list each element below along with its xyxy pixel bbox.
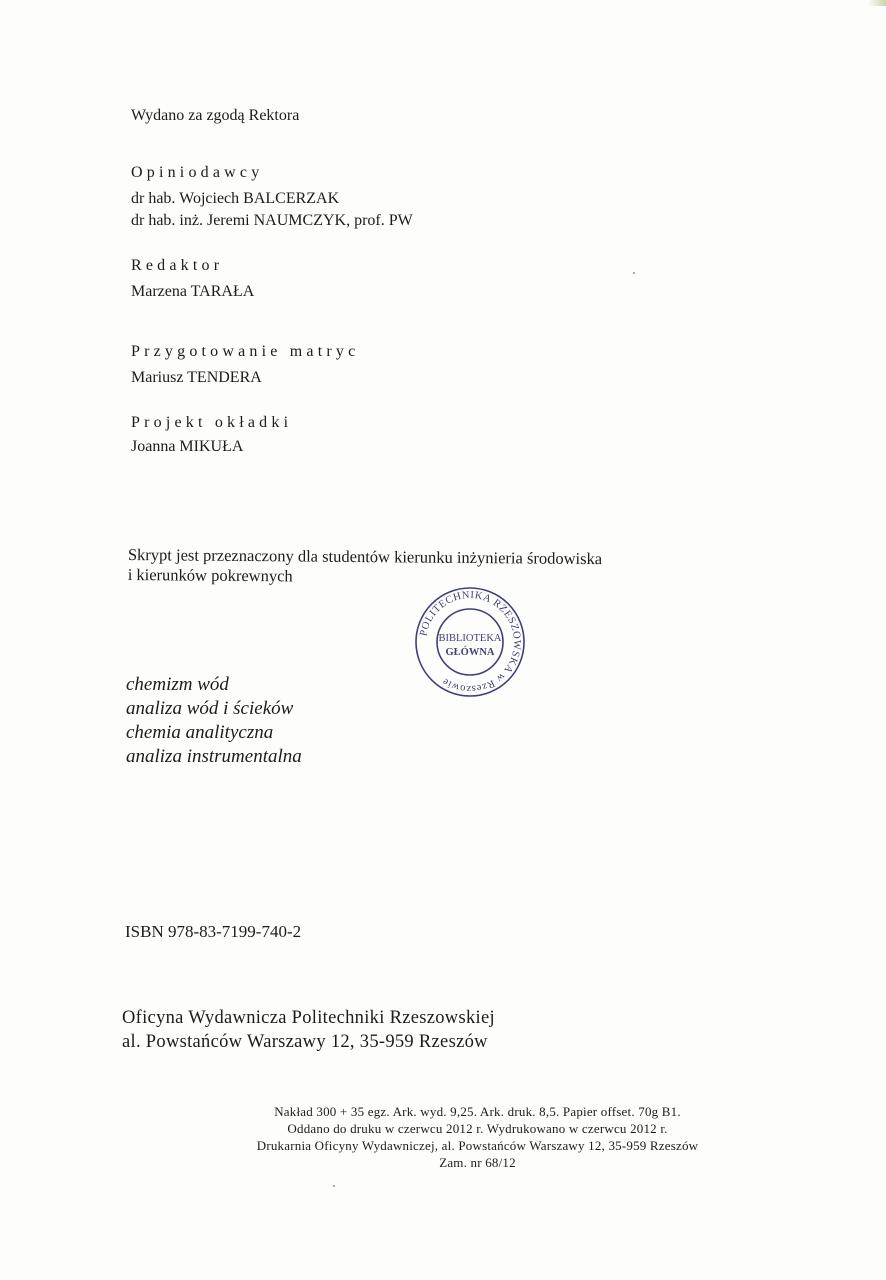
keyword-item: chemizm wód bbox=[126, 674, 229, 695]
library-stamp bbox=[408, 586, 532, 700]
reviewers-heading: Opiniodawcy bbox=[131, 164, 264, 181]
keyword-item: analiza instrumentalna bbox=[126, 746, 302, 767]
stamp-center-line: BIBLIOTEKA bbox=[438, 633, 502, 644]
keyword-item: analiza wód i ścieków bbox=[126, 698, 294, 719]
imprint-line: Drukarnia Oficyny Wydawniczej, al. Powstańców Warszawy 12, 35-959 Rzeszów bbox=[256, 1138, 699, 1153]
editor-section bbox=[131, 256, 254, 302]
matrices-heading: Przygotowanie matryc bbox=[131, 343, 360, 360]
print-imprint bbox=[200, 1103, 755, 1171]
imprint-line: Zam. nr 68/12 bbox=[439, 1155, 516, 1170]
isbn-number: ISBN 978-83-7199-740-2 bbox=[125, 922, 302, 941]
paper-speck bbox=[333, 1185, 335, 1187]
stamp-center-line: GŁÓWNA bbox=[445, 647, 495, 658]
permission-text: Wydano za zgodą Rektora bbox=[131, 107, 300, 124]
purpose-line: i kierunków pokrewnych bbox=[127, 564, 293, 586]
reviewer-name: dr hab. inż. Jeremi NAUMCZYK, prof. PW bbox=[131, 212, 413, 229]
reviewers-section bbox=[131, 163, 413, 231]
matrices-section bbox=[131, 342, 359, 388]
keyword-item: chemia analityczna bbox=[126, 722, 274, 743]
publisher-address bbox=[122, 1006, 495, 1054]
editor-heading: Redaktor bbox=[131, 257, 224, 274]
corner-mark bbox=[868, 0, 886, 6]
imprint-line: Nakład 300 + 35 egz. Ark. wyd. 9,25. Ark. druk. 8,5. Papier offset. 70g B1. bbox=[274, 1104, 681, 1119]
reviewer-name: dr hab. Wojciech BALCERZAK bbox=[131, 190, 340, 207]
imprint-line: Oddano do druku w czerwcu 2012 r. Wydrukowano w czerwcu 2012 r. bbox=[287, 1121, 668, 1136]
editor-name: Marzena TARAŁA bbox=[131, 283, 255, 300]
matrices-name: Mariusz TENDERA bbox=[131, 369, 262, 386]
stamp-ring-text: POLITECHNIKA RZESZOWSKA w Rzeszowie bbox=[418, 589, 523, 695]
purpose-statement bbox=[128, 545, 603, 589]
permission-note bbox=[131, 106, 299, 126]
cover-design-heading: Projekt okładki bbox=[131, 414, 293, 431]
cover-design-name: Joanna MIKUŁA bbox=[131, 438, 244, 455]
publisher-name: Oficyna Wydawnicza Politechniki Rzeszowskiej bbox=[122, 1008, 495, 1028]
publisher-street: al. Powstańców Warszawy 12, 35-959 Rzeszów bbox=[122, 1032, 488, 1052]
keywords-list bbox=[126, 673, 302, 769]
purpose-line: Skrypt jest przeznaczony dla studentów kierunku inżynieria środowiska bbox=[127, 545, 603, 569]
cover-design-section bbox=[131, 413, 292, 457]
paper-speck bbox=[633, 272, 635, 274]
